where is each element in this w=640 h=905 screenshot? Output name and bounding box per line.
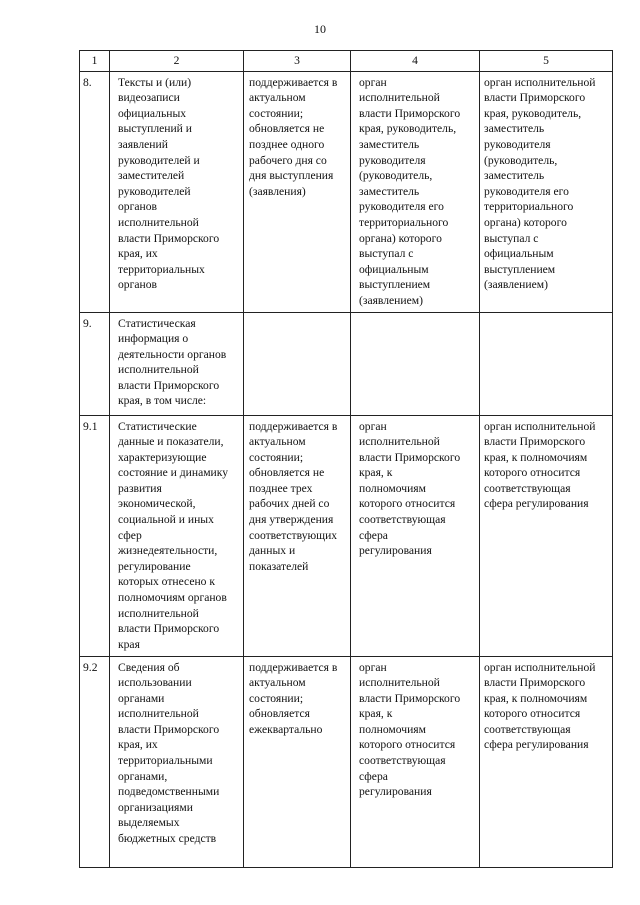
row-number: 9.2 [80,656,110,867]
responsible-body-cell [351,312,480,415]
update-frequency-cell: поддерживается в актуальном состоянии; обновляется не позднее одного рабочего дня со дня выступления (заявления) [244,71,351,312]
table-row [80,312,613,415]
update-frequency-cell: поддерживается в актуальном состоянии; обновляется ежеквартально [244,656,351,867]
responsible-body-cell: орган исполнительной власти Приморского края, к полномочиям которого относится соответствующая сфера регулирования [351,415,480,656]
column-header-2: 2 [110,51,244,72]
column-header-5: 5 [480,51,613,72]
table-row [80,415,613,656]
publishing-body-cell: орган исполнительной власти Приморского края, к полномочиям которого относится соответствующая сфера регулирования [480,656,613,867]
column-header-3: 3 [244,51,351,72]
responsible-body-cell: орган исполнительной власти Приморского края, к полномочиям которого относится соответствующая сфера регулирования [351,656,480,867]
publishing-body-cell: орган исполнительной власти Приморского края, руководитель, заместитель руководителя (руководитель, заместитель руководителя его территориального органа) которого выступал с официальным выступлением (заявлением) [480,71,613,312]
update-frequency-cell [244,312,351,415]
row-number: 9. [80,312,110,415]
publishing-body-cell [480,312,613,415]
information-category-cell: Статистические данные и показатели, характеризующие состояние и динамику развития экономической, социальной и иных сфер жизнедеятельности, регулирование которых отнесено к полномочиям органов исполнительной власти Приморского края [110,415,244,656]
information-category-cell: Сведения об использовании органами исполнительной власти Приморского края, их территориальными органами, подведомственными организациями выделяемых бюджетных средств [110,656,244,867]
information-category-cell: Тексты и (или) видеозаписи официальных выступлений и заявлений руководителей и заместителей руководителей органов исполнительной власти Приморского края, их территориальных органов [110,71,244,312]
publishing-body-cell: орган исполнительной власти Приморского края, к полномочиям которого относится соответствующая сфера регулирования [480,415,613,656]
row-number: 9.1 [80,415,110,656]
page-number: 10 [314,22,326,36]
column-header-4: 4 [351,51,480,72]
update-frequency-cell: поддерживается в актуальном состоянии; обновляется не позднее трех рабочих дней со дня утверждения соответствующих данных и показателей [244,415,351,656]
row-number: 8. [80,71,110,312]
responsible-body-cell: орган исполнительной власти Приморского края, руководитель, заместитель руководителя (руководитель, заместитель руководителя его территориального органа) которого выступал с официальным выступлением (заявлением) [351,71,480,312]
table-row [80,656,613,867]
table-header-row [80,51,613,72]
column-header-1: 1 [80,51,110,72]
document-table [79,50,613,868]
information-category-cell: Статистическая информация о деятельности органов исполнительной власти Приморского края, в том числе: [110,312,244,415]
table-row [80,71,613,312]
